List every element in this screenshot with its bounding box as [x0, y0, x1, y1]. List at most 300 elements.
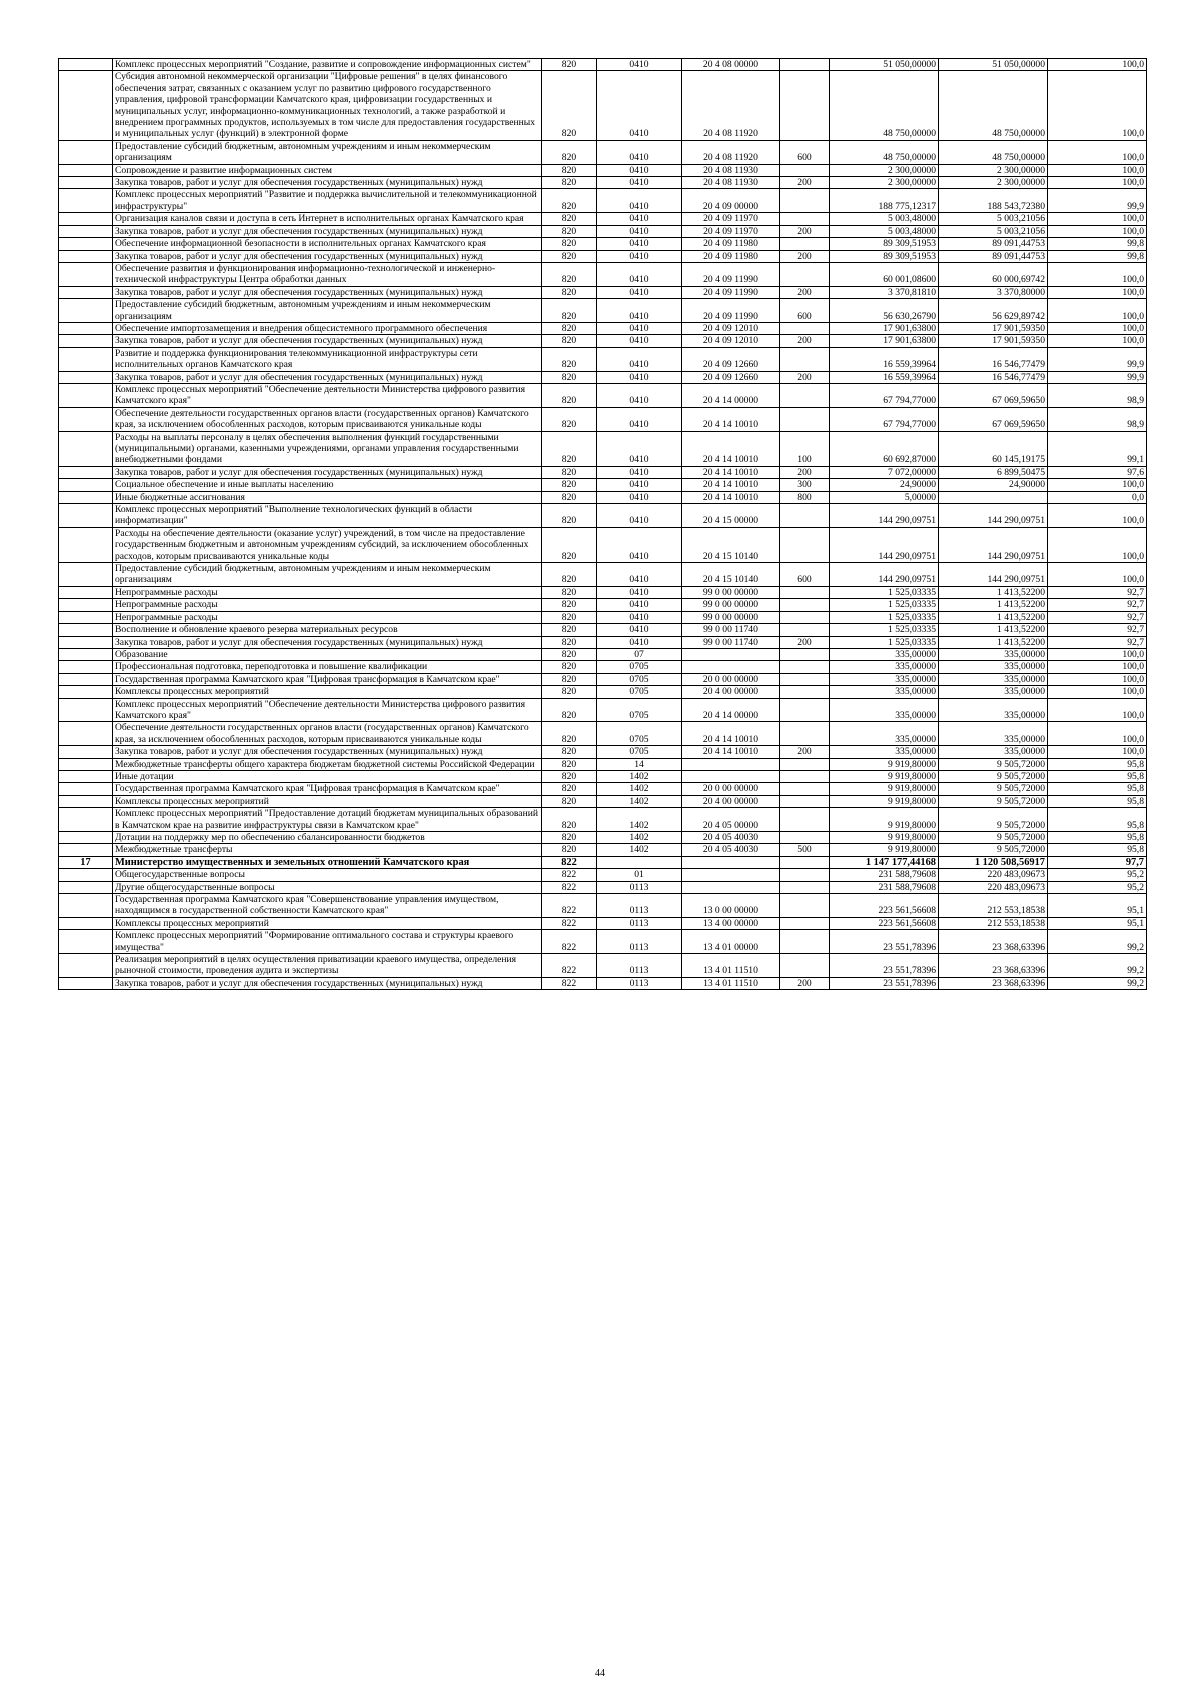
executed-amount-cell: 335,00000 [939, 698, 1048, 722]
item-name-cell: Комплексы процессных мероприятий [113, 917, 542, 929]
row-number-cell [59, 808, 113, 832]
executed-amount-cell: 17 901,59350 [939, 335, 1048, 347]
row-number-cell [59, 213, 113, 225]
expense-type-cell [780, 322, 830, 334]
grbs-code-cell: 820 [542, 177, 597, 189]
planned-amount-cell: 9 919,80000 [830, 758, 939, 770]
planned-amount-cell: 1 525,03335 [830, 624, 939, 636]
item-name-cell: Закупка товаров, работ и услуг для обеспечения государственных (муниципальных) нужд [113, 225, 542, 237]
target-article-cell: 20 4 08 11920 [682, 71, 780, 140]
target-article-cell: 20 4 14 10010 [682, 407, 780, 431]
execution-percent-cell: 100,0 [1048, 322, 1147, 334]
executed-amount-cell: 89 091,44753 [939, 238, 1048, 250]
execution-percent-cell: 95,8 [1048, 795, 1147, 807]
expense-type-cell [780, 954, 830, 978]
table-row [59, 563, 1147, 587]
item-name-cell: Обеспечение информационной безопасности в исполнительных органах Камчатского края [113, 238, 542, 250]
expense-type-cell: 300 [780, 479, 830, 491]
table-row [59, 698, 1147, 722]
grbs-code-cell: 820 [542, 479, 597, 491]
expense-type-cell [780, 686, 830, 698]
executed-amount-cell: 9 505,72000 [939, 832, 1048, 844]
expense-type-cell [780, 599, 830, 611]
item-name-cell: Предоставление субсидий бюджетным, автономным учреждениям и иным некоммерческим организациям [113, 140, 542, 164]
target-article-cell: 20 4 08 11920 [682, 140, 780, 164]
table-row [59, 954, 1147, 978]
section-code-cell: 0113 [597, 954, 682, 978]
section-code-cell: 0410 [597, 527, 682, 562]
grbs-code-cell: 820 [542, 808, 597, 832]
section-code-cell: 0410 [597, 177, 682, 189]
planned-amount-cell: 23 551,78396 [830, 977, 939, 989]
executed-amount-cell: 9 505,72000 [939, 770, 1048, 782]
grbs-code-cell: 820 [542, 770, 597, 782]
expense-type-cell: 200 [780, 177, 830, 189]
grbs-code-cell: 820 [542, 140, 597, 164]
row-number-cell [59, 722, 113, 746]
row-number-cell [59, 238, 113, 250]
table-row [59, 371, 1147, 383]
grbs-code-cell: 820 [542, 262, 597, 286]
executed-amount-cell: 1 413,52200 [939, 586, 1048, 598]
item-name-cell: Закупка товаров, работ и услуг для обеспечения государственных (муниципальных) нужд [113, 746, 542, 758]
item-name-cell: Закупка товаров, работ и услуг для обеспечения государственных (муниципальных) нужд [113, 977, 542, 989]
item-name-cell: Комплекс процессных мероприятий "Обеспечение деятельности Министерства цифрового развития Камчатского края" [113, 383, 542, 407]
section-code-cell: 0410 [597, 335, 682, 347]
planned-amount-cell: 231 588,79608 [830, 881, 939, 893]
execution-percent-cell: 95,8 [1048, 783, 1147, 795]
execution-percent-cell: 100,0 [1048, 686, 1147, 698]
planned-amount-cell: 5 003,48000 [830, 225, 939, 237]
row-number-cell [59, 286, 113, 298]
section-code-cell: 1402 [597, 808, 682, 832]
planned-amount-cell: 16 559,39964 [830, 371, 939, 383]
execution-percent-cell: 99,9 [1048, 347, 1147, 371]
item-name-cell: Восполнение и обновление краевого резерва материальных ресурсов [113, 624, 542, 636]
section-code-cell: 07 [597, 648, 682, 660]
section-code-cell: 0705 [597, 661, 682, 673]
grbs-code-cell: 820 [542, 563, 597, 587]
planned-amount-cell: 48 750,00000 [830, 140, 939, 164]
planned-amount-cell: 3 370,81810 [830, 286, 939, 298]
budget-table [58, 58, 1147, 990]
section-code-cell: 0410 [597, 383, 682, 407]
execution-percent-cell: 99,8 [1048, 250, 1147, 262]
execution-percent-cell: 0,0 [1048, 491, 1147, 503]
table-row [59, 407, 1147, 431]
table-row [59, 431, 1147, 466]
executed-amount-cell: 212 553,18538 [939, 894, 1048, 918]
executed-amount-cell: 23 368,63396 [939, 954, 1048, 978]
expense-type-cell [780, 722, 830, 746]
expense-type-cell [780, 661, 830, 673]
planned-amount-cell: 2 300,00000 [830, 164, 939, 176]
item-name-cell: Закупка товаров, работ и услуг для обеспечения государственных (муниципальных) нужд [113, 286, 542, 298]
planned-amount-cell: 2 300,00000 [830, 177, 939, 189]
execution-percent-cell: 97,7 [1048, 856, 1147, 868]
planned-amount-cell: 335,00000 [830, 746, 939, 758]
executed-amount-cell: 9 505,72000 [939, 844, 1048, 856]
planned-amount-cell: 89 309,51953 [830, 250, 939, 262]
table-row [59, 383, 1147, 407]
item-name-cell: Закупка товаров, работ и услуг для обеспечения государственных (муниципальных) нужд [113, 177, 542, 189]
executed-amount-cell: 1 120 508,56917 [939, 856, 1048, 868]
item-name-cell: Комплекс процессных мероприятий "Создание, развитие и сопровождение информационных систем" [113, 59, 542, 71]
grbs-code-cell: 820 [542, 611, 597, 623]
section-code-cell: 0410 [597, 225, 682, 237]
table-row [59, 140, 1147, 164]
table-row [59, 661, 1147, 673]
row-number-cell [59, 322, 113, 334]
planned-amount-cell: 9 919,80000 [830, 783, 939, 795]
grbs-code-cell: 820 [542, 844, 597, 856]
grbs-code-cell: 820 [542, 698, 597, 722]
grbs-code-cell: 820 [542, 383, 597, 407]
execution-percent-cell: 100,0 [1048, 177, 1147, 189]
table-row [59, 479, 1147, 491]
row-number-cell [59, 563, 113, 587]
table-row [59, 586, 1147, 598]
item-name-cell: Межбюджетные трансферты общего характера бюджетам бюджетной системы Российской Федерации [113, 758, 542, 770]
expense-type-cell [780, 795, 830, 807]
execution-percent-cell: 100,0 [1048, 673, 1147, 685]
expense-type-cell: 800 [780, 491, 830, 503]
execution-percent-cell: 100,0 [1048, 563, 1147, 587]
planned-amount-cell: 1 525,03335 [830, 586, 939, 598]
target-article-cell: 99 0 00 11740 [682, 636, 780, 648]
execution-percent-cell: 100,0 [1048, 59, 1147, 71]
execution-percent-cell: 99,9 [1048, 189, 1147, 213]
executed-amount-cell: 48 750,00000 [939, 140, 1048, 164]
grbs-code-cell: 820 [542, 673, 597, 685]
target-article-cell [682, 661, 780, 673]
execution-percent-cell: 100,0 [1048, 661, 1147, 673]
execution-percent-cell: 100,0 [1048, 722, 1147, 746]
target-article-cell: 20 4 05 40030 [682, 844, 780, 856]
grbs-code-cell: 820 [542, 286, 597, 298]
expense-type-cell [780, 881, 830, 893]
execution-percent-cell: 100,0 [1048, 527, 1147, 562]
execution-percent-cell: 100,0 [1048, 286, 1147, 298]
target-article-cell: 20 0 00 00000 [682, 673, 780, 685]
section-code-cell: 01 [597, 869, 682, 881]
executed-amount-cell: 48 750,00000 [939, 71, 1048, 140]
planned-amount-cell: 60 001,08600 [830, 262, 939, 286]
execution-percent-cell: 97,6 [1048, 466, 1147, 478]
table-row [59, 299, 1147, 323]
row-number-cell [59, 299, 113, 323]
executed-amount-cell: 89 091,44753 [939, 250, 1048, 262]
grbs-code-cell: 820 [542, 527, 597, 562]
section-code-cell: 0410 [597, 238, 682, 250]
table-row [59, 977, 1147, 989]
row-number-cell [59, 527, 113, 562]
planned-amount-cell: 9 919,80000 [830, 832, 939, 844]
section-code-cell: 0410 [597, 624, 682, 636]
section-code-cell: 0410 [597, 71, 682, 140]
planned-amount-cell: 5,00000 [830, 491, 939, 503]
executed-amount-cell: 9 505,72000 [939, 758, 1048, 770]
expense-type-cell [780, 869, 830, 881]
expense-type-cell [780, 189, 830, 213]
target-article-cell: 20 4 14 10010 [682, 479, 780, 491]
execution-percent-cell: 100,0 [1048, 698, 1147, 722]
table-row [59, 527, 1147, 562]
section-code-cell: 0410 [597, 262, 682, 286]
target-article-cell: 20 4 15 10140 [682, 563, 780, 587]
planned-amount-cell: 335,00000 [830, 686, 939, 698]
grbs-code-cell: 820 [542, 164, 597, 176]
executed-amount-cell: 3 370,80000 [939, 286, 1048, 298]
section-code-cell: 0705 [597, 673, 682, 685]
execution-percent-cell: 95,8 [1048, 758, 1147, 770]
planned-amount-cell: 1 147 177,44168 [830, 856, 939, 868]
target-article-cell: 20 4 05 00000 [682, 808, 780, 832]
grbs-code-cell: 820 [542, 347, 597, 371]
row-number-cell [59, 491, 113, 503]
table-row [59, 832, 1147, 844]
table-row [59, 808, 1147, 832]
planned-amount-cell: 188 775,12317 [830, 189, 939, 213]
target-article-cell [682, 758, 780, 770]
section-code-cell: 1402 [597, 795, 682, 807]
section-code-cell: 0410 [597, 286, 682, 298]
grbs-code-cell: 822 [542, 869, 597, 881]
execution-percent-cell: 98,9 [1048, 383, 1147, 407]
grbs-code-cell: 820 [542, 832, 597, 844]
planned-amount-cell: 335,00000 [830, 661, 939, 673]
expense-type-cell [780, 164, 830, 176]
item-name-cell: Дотации на поддержку мер по обеспечению сбалансированности бюджетов [113, 832, 542, 844]
table-row [59, 250, 1147, 262]
expense-type-cell: 200 [780, 225, 830, 237]
planned-amount-cell: 23 551,78396 [830, 954, 939, 978]
section-code-cell: 0410 [597, 407, 682, 431]
row-number-cell [59, 661, 113, 673]
item-name-cell: Общегосударственные вопросы [113, 869, 542, 881]
row-number-cell [59, 783, 113, 795]
item-name-cell: Государственная программа Камчатского края "Цифровая трансформация в Камчатском крае" [113, 783, 542, 795]
page-number: 44 [595, 1668, 605, 1679]
table-row [59, 686, 1147, 698]
row-number-cell [59, 407, 113, 431]
grbs-code-cell: 820 [542, 648, 597, 660]
row-number-cell [59, 770, 113, 782]
table-row [59, 262, 1147, 286]
section-code-cell: 0410 [597, 586, 682, 598]
executed-amount-cell: 60 000,69742 [939, 262, 1048, 286]
row-number-cell [59, 225, 113, 237]
grbs-code-cell: 822 [542, 954, 597, 978]
item-name-cell: Другие общегосударственные вопросы [113, 881, 542, 893]
row-number-cell [59, 189, 113, 213]
table-row [59, 504, 1147, 528]
section-code-cell: 0410 [597, 431, 682, 466]
target-article-cell: 13 4 01 11510 [682, 977, 780, 989]
target-article-cell: 20 4 09 11990 [682, 286, 780, 298]
row-number-cell [59, 177, 113, 189]
grbs-code-cell: 820 [542, 335, 597, 347]
target-article-cell: 13 4 01 00000 [682, 930, 780, 954]
executed-amount-cell: 335,00000 [939, 661, 1048, 673]
row-number-cell [59, 746, 113, 758]
expense-type-cell [780, 808, 830, 832]
planned-amount-cell: 67 794,77000 [830, 407, 939, 431]
item-name-cell: Реализация мероприятий в целях осуществления приватизации краевого имущества, определения рыночной стоимости, проведения аудита и экспертизы [113, 954, 542, 978]
execution-percent-cell: 100,0 [1048, 225, 1147, 237]
expense-type-cell: 600 [780, 140, 830, 164]
execution-percent-cell: 100,0 [1048, 746, 1147, 758]
execution-percent-cell: 100,0 [1048, 213, 1147, 225]
row-number-cell [59, 250, 113, 262]
table-row [59, 869, 1147, 881]
executed-amount-cell: 16 546,77479 [939, 371, 1048, 383]
planned-amount-cell: 16 559,39964 [830, 347, 939, 371]
table-row [59, 466, 1147, 478]
grbs-code-cell: 820 [542, 586, 597, 598]
table-row [59, 722, 1147, 746]
executed-amount-cell: 220 483,09673 [939, 881, 1048, 893]
execution-percent-cell: 92,7 [1048, 611, 1147, 623]
target-article-cell: 13 4 01 11510 [682, 954, 780, 978]
section-code-cell: 0410 [597, 491, 682, 503]
execution-percent-cell: 95,2 [1048, 869, 1147, 881]
section-code-cell: 0410 [597, 59, 682, 71]
row-number-cell [59, 758, 113, 770]
section-code-cell: 0410 [597, 189, 682, 213]
item-name-cell: Развитие и поддержка функционирования телекоммуникационной инфраструктуры сети исполнительных органов Камчатского края [113, 347, 542, 371]
section-code-cell: 0410 [597, 636, 682, 648]
expense-type-cell [780, 917, 830, 929]
grbs-code-cell: 820 [542, 59, 597, 71]
item-name-cell: Комплекс процессных мероприятий "Выполнение технологических функций в области информатизации" [113, 504, 542, 528]
budget-table-body [59, 59, 1147, 990]
row-number-cell [59, 599, 113, 611]
expense-type-cell: 600 [780, 563, 830, 587]
executed-amount-cell: 16 546,77479 [939, 347, 1048, 371]
execution-percent-cell: 98,9 [1048, 407, 1147, 431]
expense-type-cell: 200 [780, 636, 830, 648]
executed-amount-cell: 9 505,72000 [939, 795, 1048, 807]
planned-amount-cell: 1 525,03335 [830, 611, 939, 623]
row-number-cell [59, 262, 113, 286]
grbs-code-cell: 822 [542, 930, 597, 954]
expense-type-cell [780, 347, 830, 371]
item-name-cell: Профессиональная подготовка, переподготовка и повышение квалификации [113, 661, 542, 673]
planned-amount-cell: 23 551,78396 [830, 930, 939, 954]
execution-percent-cell: 99,1 [1048, 431, 1147, 466]
grbs-code-cell: 820 [542, 624, 597, 636]
row-number-cell [59, 930, 113, 954]
target-article-cell: 20 4 14 10010 [682, 491, 780, 503]
executed-amount-cell: 144 290,09751 [939, 527, 1048, 562]
planned-amount-cell: 223 561,56608 [830, 894, 939, 918]
table-row [59, 894, 1147, 918]
execution-percent-cell: 100,0 [1048, 299, 1147, 323]
target-article-cell: 20 4 15 10140 [682, 527, 780, 562]
expense-type-cell [780, 783, 830, 795]
item-name-cell: Государственная программа Камчатского края "Совершенствование управления имуществом, находящимся в государственной собственности Камчатского края" [113, 894, 542, 918]
execution-percent-cell: 100,0 [1048, 504, 1147, 528]
planned-amount-cell: 9 919,80000 [830, 770, 939, 782]
section-code-cell: 0410 [597, 322, 682, 334]
grbs-code-cell: 820 [542, 599, 597, 611]
grbs-code-cell: 820 [542, 71, 597, 140]
row-number-cell [59, 371, 113, 383]
item-name-cell: Иные дотации [113, 770, 542, 782]
grbs-code-cell: 820 [542, 746, 597, 758]
target-article-cell: 20 4 09 11990 [682, 299, 780, 323]
execution-percent-cell: 99,8 [1048, 238, 1147, 250]
expense-type-cell [780, 213, 830, 225]
target-article-cell: 20 4 14 00000 [682, 383, 780, 407]
execution-percent-cell: 95,8 [1048, 808, 1147, 832]
expense-type-cell [780, 770, 830, 782]
grbs-code-cell: 820 [542, 466, 597, 478]
planned-amount-cell: 24,90000 [830, 479, 939, 491]
expense-type-cell [780, 894, 830, 918]
executed-amount-cell [939, 491, 1048, 503]
target-article-cell: 20 4 09 11970 [682, 213, 780, 225]
planned-amount-cell: 335,00000 [830, 673, 939, 685]
target-article-cell: 20 4 05 40030 [682, 832, 780, 844]
section-code-cell: 0113 [597, 917, 682, 929]
expense-type-cell [780, 586, 830, 598]
table-row [59, 164, 1147, 176]
executed-amount-cell: 144 290,09751 [939, 504, 1048, 528]
expense-type-cell: 500 [780, 844, 830, 856]
expense-type-cell [780, 673, 830, 685]
item-name-cell: Закупка товаров, работ и услуг для обеспечения государственных (муниципальных) нужд [113, 466, 542, 478]
section-code-cell: 0705 [597, 686, 682, 698]
planned-amount-cell: 60 692,87000 [830, 431, 939, 466]
row-number-cell [59, 636, 113, 648]
execution-percent-cell: 92,7 [1048, 636, 1147, 648]
expense-type-cell [780, 59, 830, 71]
row-number-cell [59, 977, 113, 989]
expense-type-cell [780, 504, 830, 528]
planned-amount-cell: 335,00000 [830, 648, 939, 660]
target-article-cell: 13 4 00 00000 [682, 917, 780, 929]
executed-amount-cell: 335,00000 [939, 686, 1048, 698]
grbs-code-cell: 820 [542, 407, 597, 431]
row-number-cell [59, 844, 113, 856]
expense-type-cell: 200 [780, 977, 830, 989]
row-number-cell [59, 504, 113, 528]
expense-type-cell [780, 527, 830, 562]
target-article-cell: 99 0 00 00000 [682, 611, 780, 623]
grbs-code-cell: 822 [542, 977, 597, 989]
table-row [59, 347, 1147, 371]
row-number-cell [59, 71, 113, 140]
grbs-code-cell: 822 [542, 894, 597, 918]
item-name-cell: Обеспечение деятельности государственных органов власти (государственных органов) Камчатского края, за исключением обособленных расходов, которым присваиваются уникальные коды [113, 722, 542, 746]
grbs-code-cell: 820 [542, 661, 597, 673]
row-number-cell [59, 431, 113, 466]
table-row [59, 59, 1147, 71]
executed-amount-cell: 23 368,63396 [939, 977, 1048, 989]
item-name-cell: Закупка товаров, работ и услуг для обеспечения государственных (муниципальных) нужд [113, 250, 542, 262]
planned-amount-cell: 89 309,51953 [830, 238, 939, 250]
section-code-cell: 0410 [597, 371, 682, 383]
item-name-cell: Закупка товаров, работ и услуг для обеспечения государственных (муниципальных) нужд [113, 335, 542, 347]
section-code-cell: 0410 [597, 479, 682, 491]
item-name-cell: Иные бюджетные ассигнования [113, 491, 542, 503]
item-name-cell: Межбюджетные трансферты [113, 844, 542, 856]
target-article-cell: 20 4 14 10010 [682, 431, 780, 466]
item-name-cell: Государственная программа Камчатского края "Цифровая трансформация в Камчатском крае" [113, 673, 542, 685]
planned-amount-cell: 5 003,48000 [830, 213, 939, 225]
